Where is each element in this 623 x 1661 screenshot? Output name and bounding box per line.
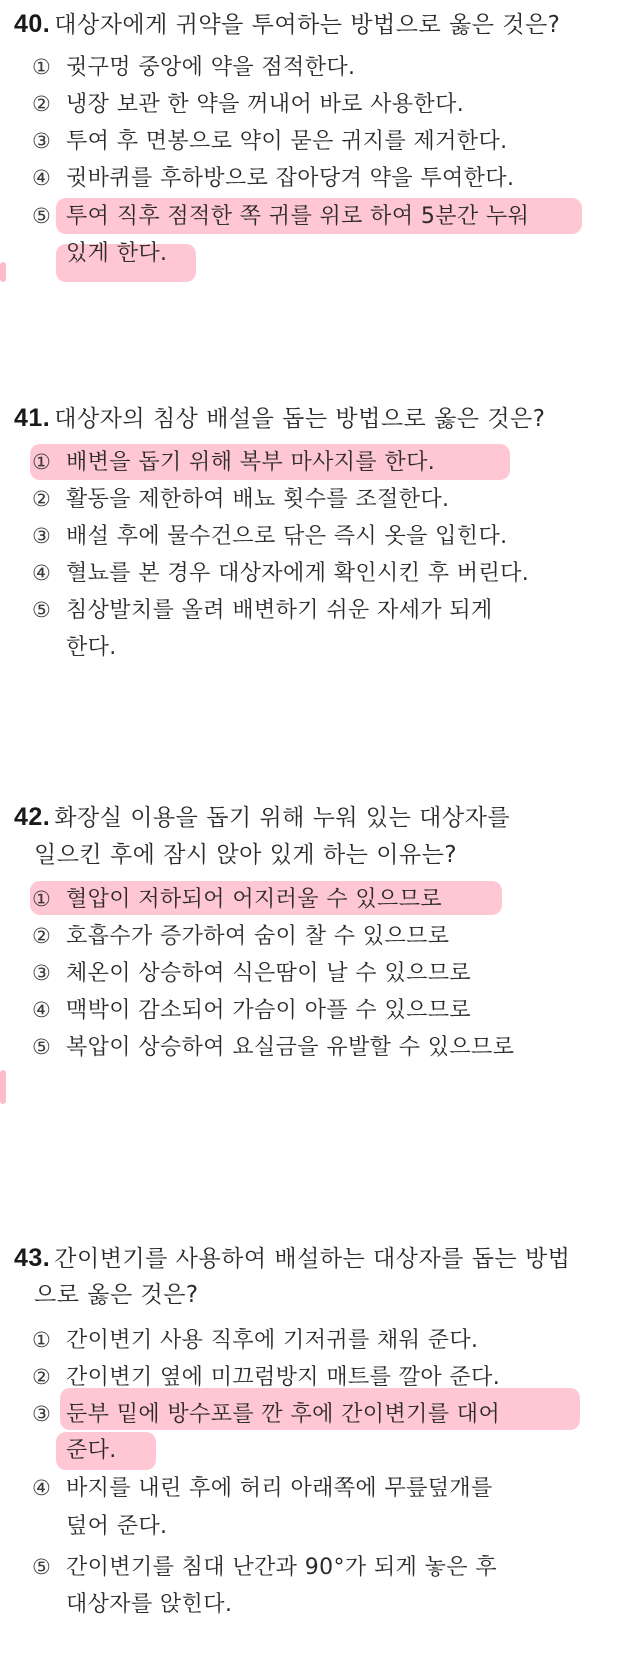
option-text: 간이변기를 침대 난간과 90°가 되게 놓은 후 xyxy=(66,1555,497,1580)
question-number: 42. xyxy=(14,803,51,831)
option-marker: ① xyxy=(32,1328,52,1352)
option-3[interactable] xyxy=(32,953,607,994)
option-marker: ① xyxy=(32,55,52,79)
question-stem xyxy=(14,797,604,838)
option-1[interactable] xyxy=(32,1320,607,1361)
option-marker: ③ xyxy=(32,129,52,153)
option-text: 투여 후 면봉으로 약이 묻은 귀지를 제거한다. xyxy=(66,129,508,154)
option-marker: ① xyxy=(32,887,52,911)
option-marker: ③ xyxy=(32,524,52,548)
margin-mark xyxy=(0,262,6,282)
option-continuation: 덮어 준다. xyxy=(66,1514,168,1539)
option-text: 간이변기 사용 직후에 기저귀를 채워 준다. xyxy=(66,1328,479,1353)
question-text: 대상자의 침상 배설을 돕는 방법으로 옳은 것은? xyxy=(54,406,546,432)
question-text: 화장실 이용을 돕기 위해 누워 있는 대상자를 xyxy=(54,805,511,831)
question-text: 간이변기를 사용하여 배설하는 대상자를 돕는 방법 xyxy=(54,1246,571,1272)
option-marker: ④ xyxy=(32,1476,52,1500)
option-marker: ④ xyxy=(32,561,52,585)
question-text: 일으킨 후에 잠시 앉아 있게 하는 이유는? xyxy=(34,842,458,868)
margin-mark xyxy=(0,1070,6,1104)
question-text: 으로 옳은 것은? xyxy=(34,1282,199,1308)
option-marker: ② xyxy=(32,487,52,511)
option-text: 배설 후에 물수건으로 닦은 즉시 옷을 입힌다. xyxy=(66,524,508,549)
option-marker: ⑤ xyxy=(32,598,52,622)
option-text: 체온이 상승하여 식은땀이 날 수 있으므로 xyxy=(66,961,472,986)
option-2[interactable] xyxy=(32,916,607,957)
option-4[interactable] xyxy=(32,990,607,1031)
option-text: 간이변기 옆에 미끄럼방지 매트를 깔아 준다. xyxy=(66,1365,501,1390)
question-number: 41. xyxy=(14,404,51,432)
option-text: 투여 직후 점적한 쪽 귀를 위로 하여 5분간 누워 xyxy=(66,204,530,229)
question-stem xyxy=(14,4,604,45)
option-text: 혈뇨를 본 경우 대상자에게 확인시킨 후 버린다. xyxy=(66,561,530,586)
option-5[interactable] xyxy=(32,196,607,237)
option-2[interactable] xyxy=(32,479,607,520)
option-text: 활동을 제한하여 배뇨 횟수를 조절한다. xyxy=(66,487,450,512)
option-1[interactable] xyxy=(32,442,607,483)
option-5[interactable] xyxy=(32,1027,607,1068)
option-marker: ② xyxy=(32,924,52,948)
question-number: 40. xyxy=(14,10,51,38)
question-stem-line-2 xyxy=(34,835,623,875)
option-continuation: 대상자를 앉힌다. xyxy=(66,1592,233,1617)
option-1[interactable] xyxy=(32,47,607,88)
option-marker: ④ xyxy=(32,998,52,1022)
question-stem xyxy=(14,398,604,439)
option-text: 호흡수가 증가하여 숨이 찰 수 있으므로 xyxy=(66,924,450,949)
option-text: 복압이 상승하여 요실금을 유발할 수 있으므로 xyxy=(66,1035,515,1060)
option-1[interactable] xyxy=(32,879,607,920)
option-4[interactable] xyxy=(32,553,607,594)
option-marker: ③ xyxy=(32,1402,52,1426)
option-text: 바지를 내린 후에 허리 아래쪽에 무릎덮개를 xyxy=(66,1476,493,1501)
option-continuation: 준다. xyxy=(66,1438,117,1463)
option-3[interactable] xyxy=(32,1394,607,1435)
option-marker: ⑤ xyxy=(32,1035,52,1059)
option-2[interactable] xyxy=(32,84,607,125)
option-3[interactable] xyxy=(32,121,607,162)
option-text: 냉장 보관 한 약을 꺼내어 바로 사용한다. xyxy=(66,92,465,117)
question-stem xyxy=(14,1238,604,1279)
option-4[interactable] xyxy=(32,1468,607,1509)
option-text: 맥박이 감소되어 가슴이 아플 수 있으므로 xyxy=(66,998,472,1023)
option-text: 혈압이 저하되어 어지러울 수 있으므로 xyxy=(66,887,443,912)
question-stem-line-2 xyxy=(34,1275,623,1315)
option-5[interactable] xyxy=(32,1547,607,1588)
option-marker: ② xyxy=(32,92,52,116)
option-marker: ④ xyxy=(32,166,52,190)
question-text: 대상자에게 귀약을 투여하는 방법으로 옳은 것은? xyxy=(54,12,561,38)
question-number: 43. xyxy=(14,1244,51,1272)
option-text: 귓구멍 중앙에 약을 점적한다. xyxy=(66,55,356,80)
option-marker: ③ xyxy=(32,961,52,985)
option-text: 둔부 밑에 방수포를 깐 후에 간이변기를 대어 xyxy=(66,1402,501,1427)
option-text: 침상발치를 올려 배변하기 쉬운 자세가 되게 xyxy=(66,598,493,623)
option-marker: ⑤ xyxy=(32,204,52,228)
option-text: 배변을 돕기 위해 복부 마사지를 한다. xyxy=(66,450,436,475)
option-3[interactable] xyxy=(32,516,607,557)
option-5[interactable] xyxy=(32,590,607,631)
option-marker: ① xyxy=(32,450,52,474)
option-continuation: 있게 한다. xyxy=(66,241,168,266)
option-4[interactable] xyxy=(32,158,607,199)
option-continuation: 한다. xyxy=(66,635,117,660)
option-text: 귓바퀴를 후하방으로 잡아당겨 약을 투여한다. xyxy=(66,166,515,191)
option-marker: ② xyxy=(32,1365,52,1389)
option-marker: ⑤ xyxy=(32,1555,52,1579)
